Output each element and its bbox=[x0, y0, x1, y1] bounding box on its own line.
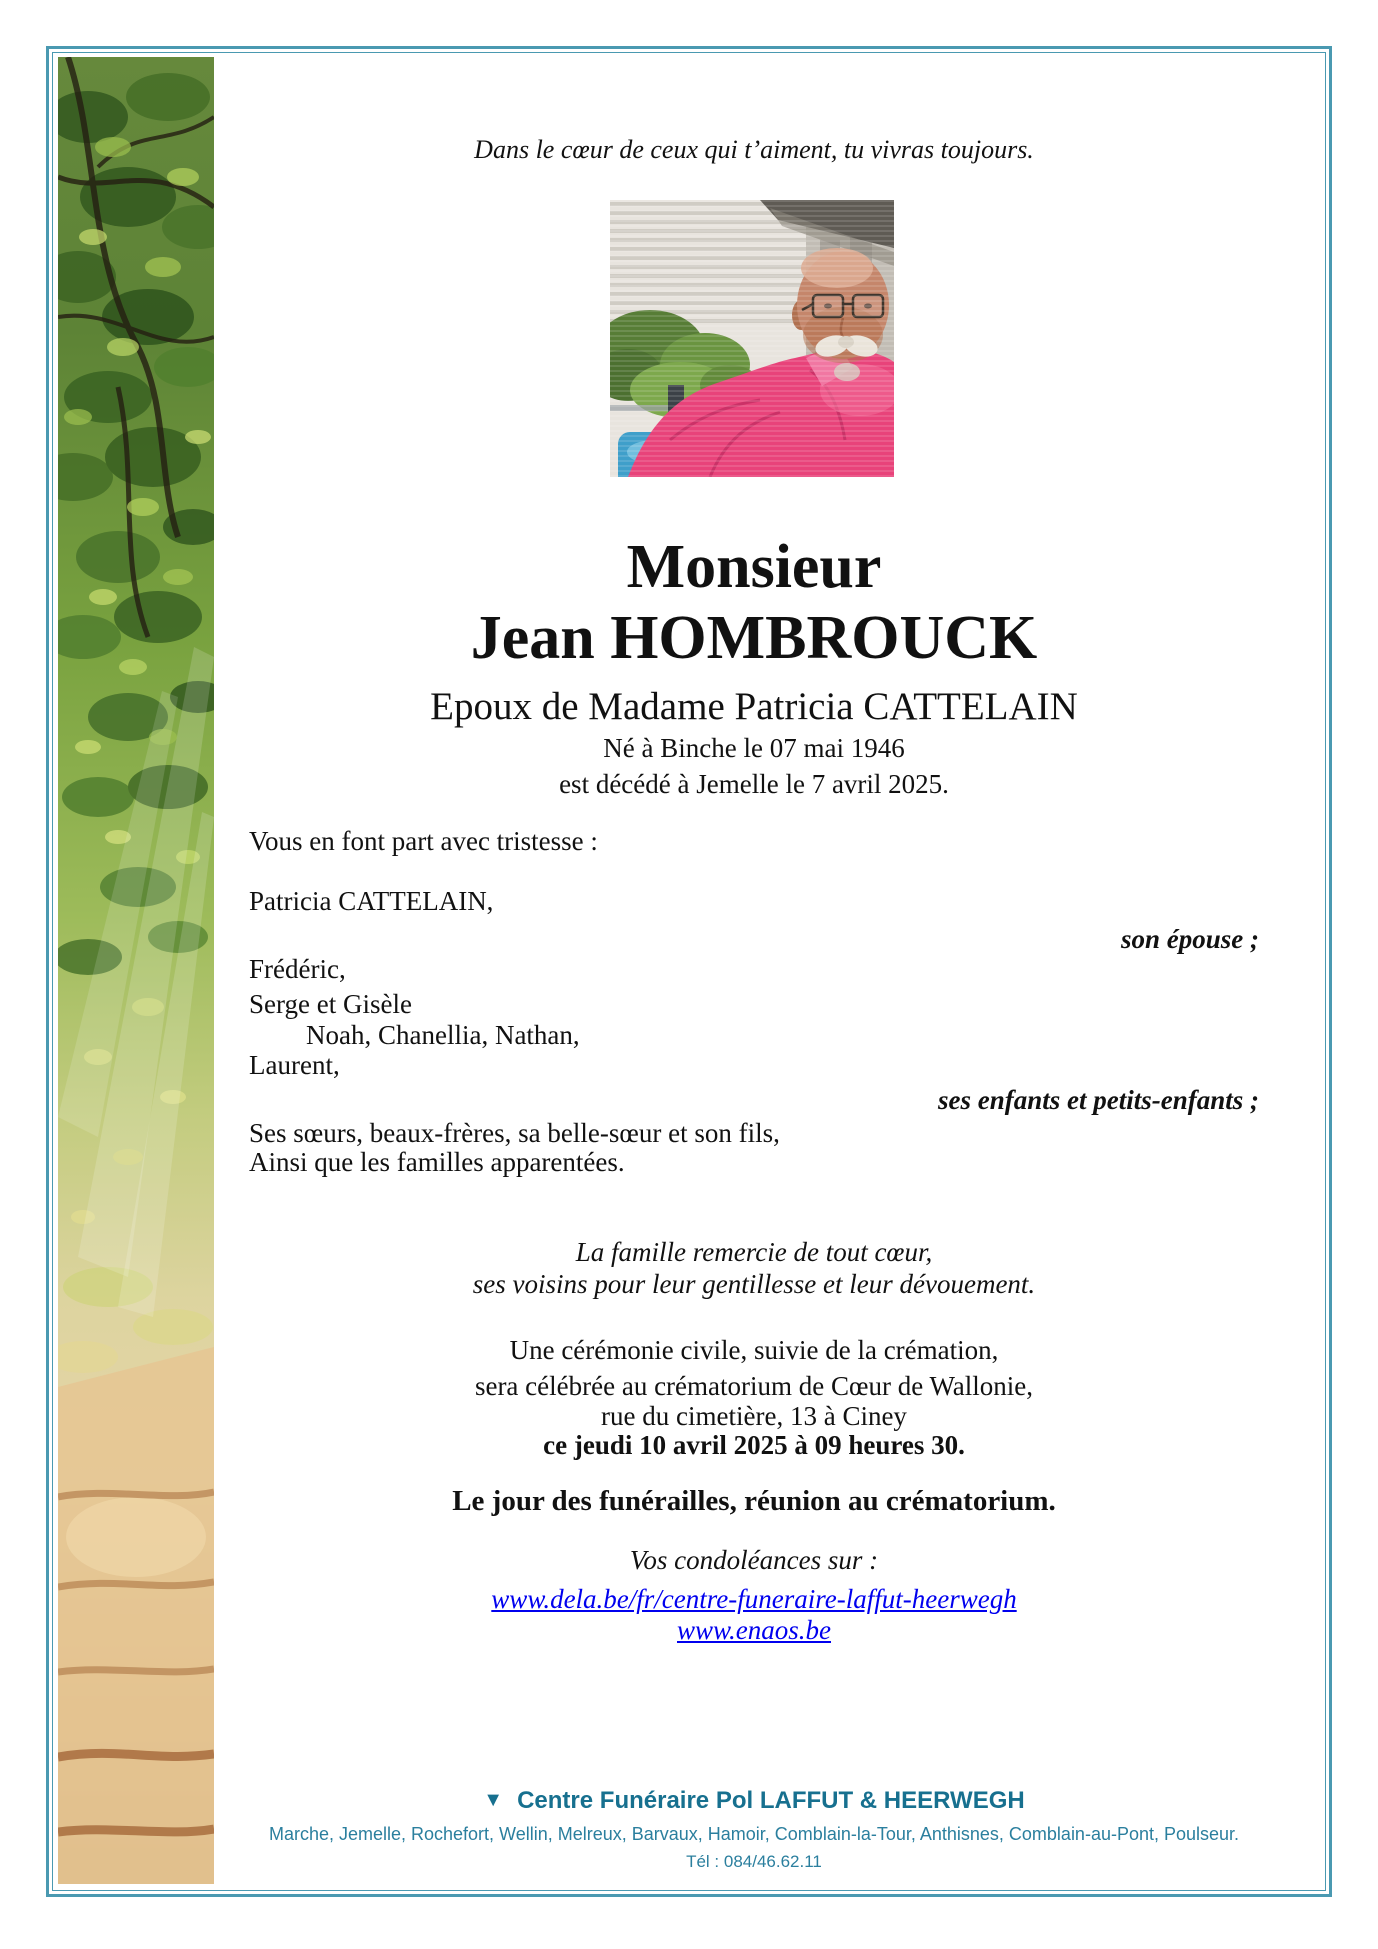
funeral-home-line bbox=[249, 1786, 1259, 1817]
wife-name: Patricia CATTELAIN, bbox=[249, 886, 494, 916]
ceremony-line-3: rue du cimetière, 13 à Ciney bbox=[601, 1401, 907, 1431]
thanks-line-2: ses voisins pour leur gentillesse et leur dévouement. bbox=[472, 1269, 1036, 1299]
deceased-name: Jean HOMBROUCK bbox=[470, 604, 1038, 672]
family-line-2: Ainsi que les familles apparentées. bbox=[249, 1147, 625, 1177]
child-line-1: Frédéric, bbox=[249, 954, 346, 984]
condolences-link-row-1 bbox=[249, 1582, 1259, 1616]
spouse-line: Epoux de Madame Patricia CATTELAIN bbox=[430, 685, 1078, 728]
card-text-column bbox=[249, 0, 1259, 1949]
announcement-intro: Vous en font part avec tristesse : bbox=[249, 826, 598, 856]
death-line: est décédé à Jemelle le 7 avril 2025. bbox=[559, 769, 949, 799]
funeral-home-name: Centre Funéraire Pol LAFFUT & HEERWEGH bbox=[517, 1787, 1025, 1814]
thanks-line-1: La famille remercie de tout cœur, bbox=[575, 1237, 933, 1267]
children-role: ses enfants et petits-enfants ; bbox=[938, 1085, 1259, 1115]
condolences-link-dela[interactable]: www.dela.be/fr/centre-funeraire-laffut-heerwegh bbox=[491, 1584, 1017, 1614]
child-line-2: Serge et Gisèle bbox=[249, 989, 412, 1019]
funeral-home-phone: Tél : 084/46.62.11 bbox=[686, 1852, 822, 1871]
title-civility: Monsieur bbox=[626, 533, 882, 601]
funeral-home-cities: Marche, Jemelle, Rochefort, Wellin, Melreux, Barvaux, Hamoir, Comblain-la-Tour, Anthisnes, Comblain-au-Pont, Poulseur. bbox=[268, 1824, 1240, 1844]
wife-role: son épouse ; bbox=[1120, 924, 1259, 954]
family-line-1: Ses sœurs, beaux-frères, sa belle-sœur et son fils, bbox=[249, 1118, 780, 1148]
condolences-link-enaos[interactable]: www.enaos.be bbox=[677, 1615, 831, 1645]
ceremony-line-2: sera célébrée au crématorium de Cœur de Wallonie, bbox=[474, 1371, 1034, 1401]
nature-forest-path-illustration bbox=[58, 57, 214, 1884]
triangle-down-icon: ▼ bbox=[483, 1789, 504, 1811]
ceremony-line-1: Une cérémonie civile, suivie de la crémation, bbox=[509, 1335, 999, 1365]
memorial-quote: Dans le cœur de ceux qui t’aiment, tu vivras toujours. bbox=[474, 135, 1034, 164]
sidebar-nature-image bbox=[58, 57, 214, 1884]
condolences-link-row-2 bbox=[249, 1613, 1259, 1647]
birth-line: Né à Binche le 07 mai 1946 bbox=[603, 733, 905, 763]
funeral-meeting-line: Le jour des funérailles, réunion au crématorium. bbox=[452, 1485, 1056, 1517]
ceremony-date-line: ce jeudi 10 avril 2025 à 09 heures 30. bbox=[543, 1430, 965, 1460]
grandchildren-line: Noah, Chanellia, Nathan, bbox=[306, 1020, 580, 1050]
child-line-3: Laurent, bbox=[249, 1050, 340, 1080]
condolences-label: Vos condoléances sur : bbox=[629, 1545, 879, 1575]
